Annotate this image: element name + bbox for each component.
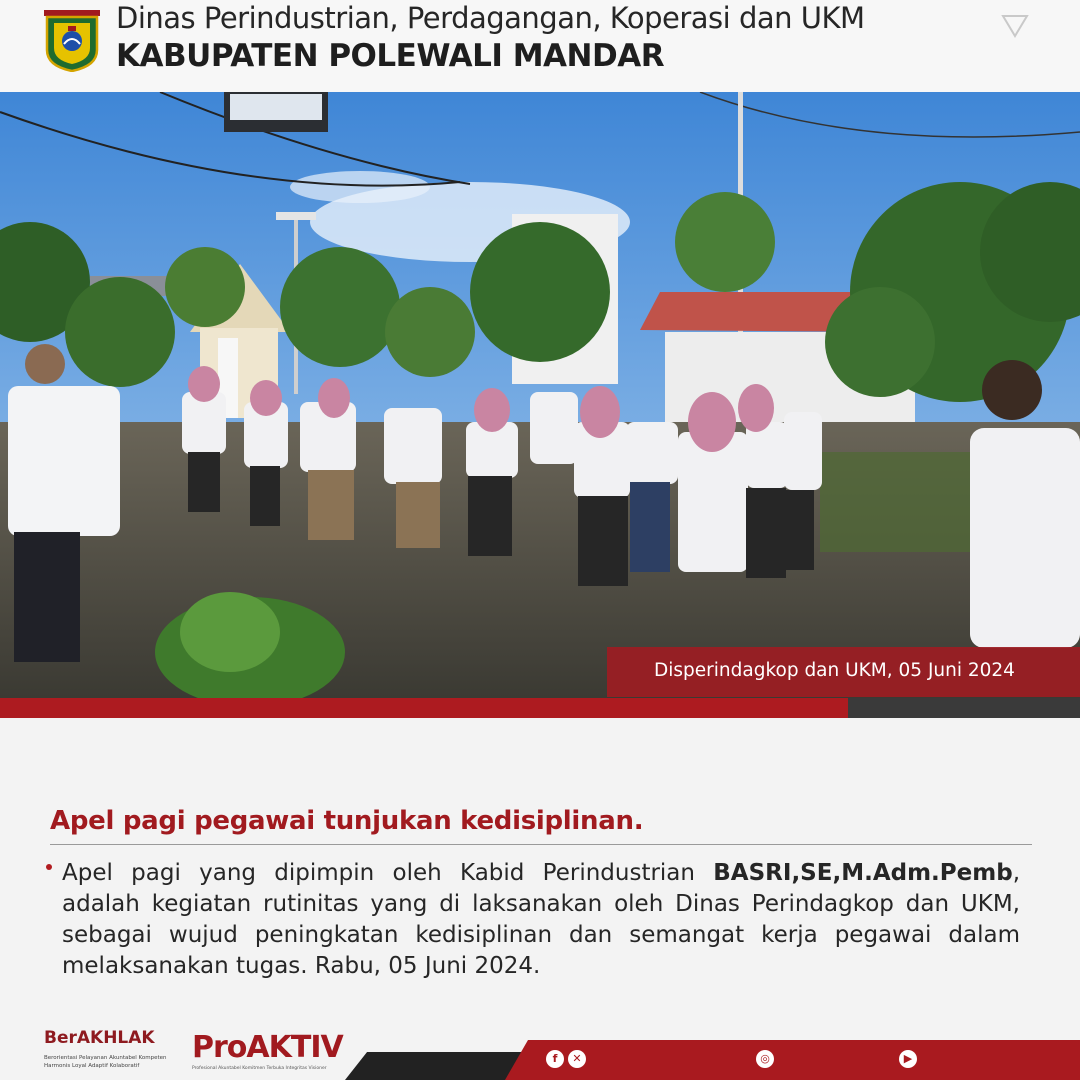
red-divider-stripe	[0, 698, 848, 718]
article-headline: Apel pagi pegawai tunjukan kedisiplinan.	[50, 806, 644, 836]
article-body	[62, 858, 1020, 982]
photo-caption: Disperindagkop dan UKM, 05 Juni 2024	[654, 660, 1015, 681]
footer-red-band	[505, 1040, 1080, 1080]
instagram-icon[interactable]: ◎	[756, 1050, 774, 1068]
regency-name: KABUPATEN POLEWALI MANDAR	[116, 38, 665, 74]
proaktiv-title: ProAKTIV	[192, 1030, 343, 1065]
agency-name: Dinas Perindustrian, Perdagangan, Koperasi dan UKM	[116, 1, 865, 35]
body-text-end: , adalah kegiatan rutinitas yang di laksanakan oleh Dinas Perindagkop dan UKM, sebagai wujud peningkatan kedisiplinan dan semangat kerja pegawai dalam melaksanakan tugas. Rabu, 05 Juni 2024.	[62, 860, 1020, 979]
leader-name: BASRI,SE,M.Adm.Pemb	[713, 860, 1013, 886]
dark-divider-stripe	[848, 698, 1080, 718]
bullet-dot-icon	[46, 864, 52, 870]
berakhlak-tagline: Berorientasi Pelayanan Akuntabel Kompeten Harmonis Loyal Adaptif Kolaboratif	[44, 1055, 167, 1069]
event-photo	[0, 92, 1080, 698]
berakhlak-title: BerAKHLAK	[44, 1028, 155, 1048]
x-icon[interactable]: ✕	[568, 1050, 586, 1068]
proaktiv-tagline: Profesional Akuntabel Komitmen Terbuka Integritas Visioner	[192, 1066, 327, 1071]
berakhlak-logo	[44, 1028, 174, 1072]
youtube-icon[interactable]: ▶	[899, 1050, 917, 1068]
headline-rule	[50, 844, 1032, 845]
triangle-down-icon	[1001, 14, 1029, 38]
proaktiv-logo	[192, 1026, 348, 1072]
body-text-start: Apel pagi yang dipimpin oleh Kabid Perindustrian	[62, 860, 714, 886]
regency-seal-icon	[44, 10, 100, 72]
facebook-icon[interactable]: f	[546, 1050, 564, 1068]
header-bar	[0, 0, 1080, 92]
